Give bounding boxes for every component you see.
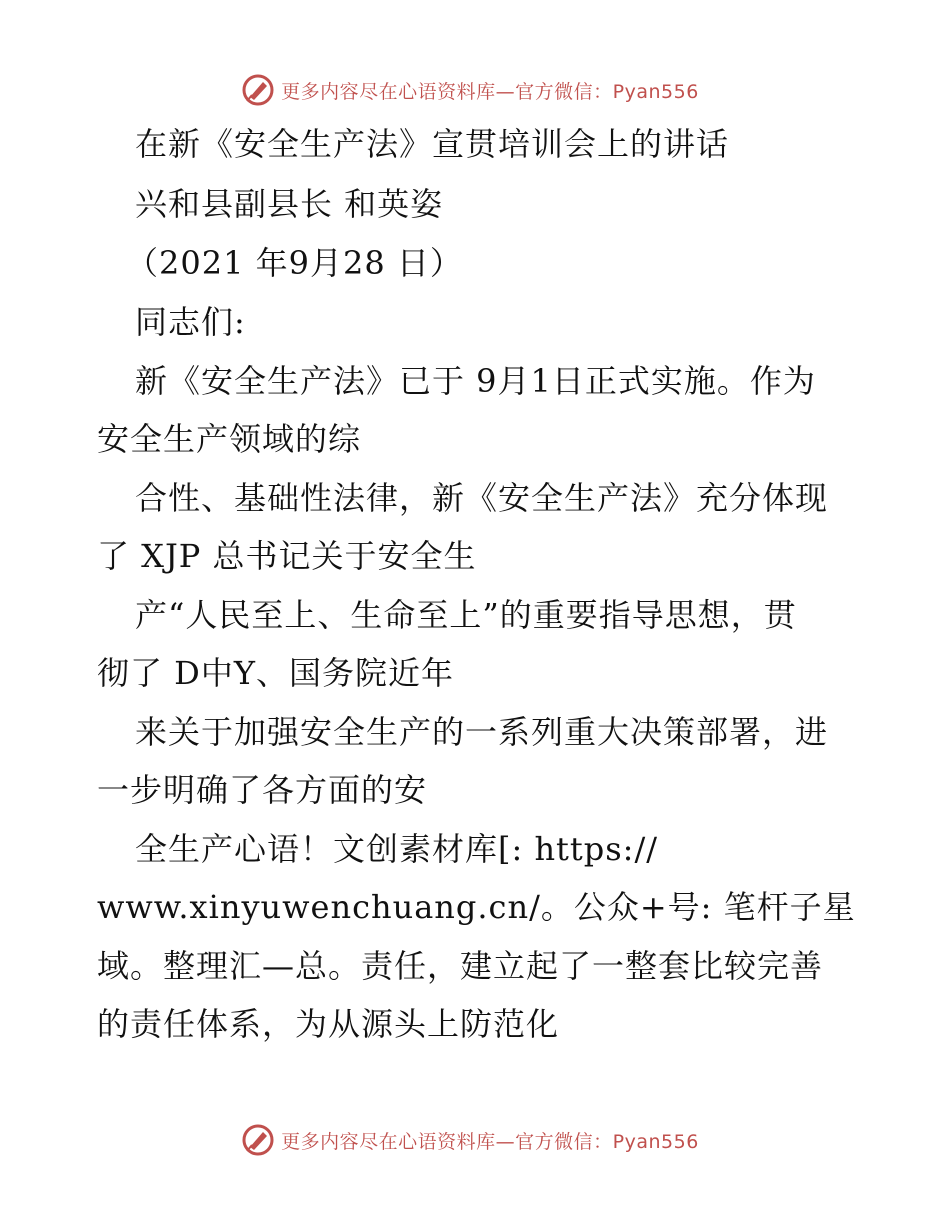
watermark-banner-bottom — [0, 1120, 950, 1160]
watermark-group — [241, 1123, 699, 1157]
body-line: 全生产心语！文创素材库[: https:// — [135, 830, 659, 868]
body-line: 产“人民至上、生命至上”的重要指导思想，贯 — [135, 596, 797, 634]
salutation: 同志们: — [135, 303, 246, 341]
body-line: 安全生产领域的综 — [97, 420, 362, 458]
watermark-text: 更多内容尽在心语资料库—官方微信：Pyan556 — [281, 1130, 699, 1153]
logo-icon — [241, 73, 275, 107]
body-line: 一步明确了各方面的安 — [97, 771, 428, 809]
date-line: （2021 年9月28 日） — [126, 244, 463, 282]
body-line: 域。整理汇—总。责任，建立起了一整套比较完善 — [97, 947, 824, 985]
body-line: 来关于加强安全生产的一系列重大决策部署，进 — [135, 713, 829, 751]
watermark-text: 更多内容尽在心语资料库—官方微信：Pyan556 — [281, 80, 699, 103]
body-line: 新《安全生产法》已于 9月1日正式实施。作为 — [135, 362, 816, 400]
body-line: 了 XJP 总书记关于安全生 — [97, 537, 477, 575]
logo-icon — [241, 1123, 275, 1157]
body-line: 合性、基础性法律，新《安全生产法》充分体现 — [135, 479, 829, 517]
body-line: www.xinyuwenchuang.cn/。公众+号: 笔杆子星 — [97, 888, 856, 926]
watermark-group — [241, 73, 699, 107]
body-line: 的责任体系，为从源头上防范化 — [97, 1005, 560, 1043]
author-line: 兴和县副县长 和英姿 — [135, 185, 444, 223]
watermark-banner-top — [0, 70, 950, 110]
body-line: 彻了 D中Y、国务院近年 — [97, 654, 454, 692]
document-title: 在新《安全生产法》宣贯培训会上的讲话 — [135, 125, 730, 163]
